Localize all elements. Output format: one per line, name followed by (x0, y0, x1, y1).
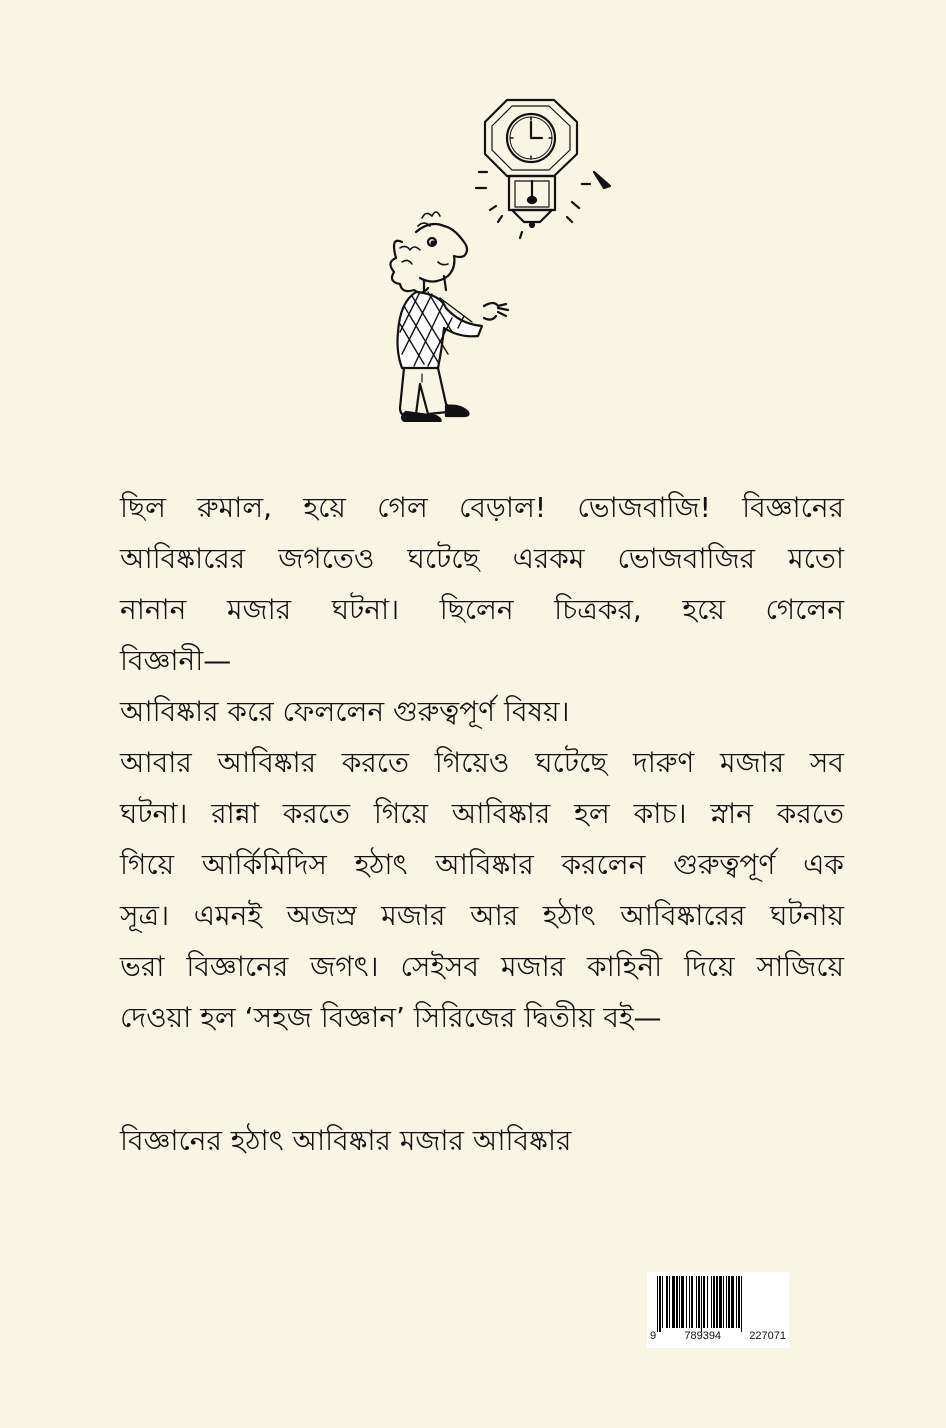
barcode-bar (662, 1276, 663, 1328)
blurb-line: আবার আবিষ্কার করতে গিয়েও ঘটেছে দারুণ মজার সব (120, 746, 844, 779)
blurb-line: সূত্র। এমনই অজস্র মজার আর হঠাৎ আবিষ্কারের ঘটনায় (120, 899, 844, 932)
blurb-line: বিজ্ঞানী— (120, 644, 232, 677)
barcode-bar (672, 1276, 675, 1328)
blurb-line: ঘটনা। রান্না করতে গিয়ে আবিষ্কার হল কাচ। স্নান করতে (120, 797, 844, 830)
wall-clock-icon (476, 100, 610, 238)
barcode-bar (719, 1276, 722, 1328)
barcode-bar (707, 1276, 708, 1328)
barcode-bar (711, 1276, 712, 1328)
barcode-bar (659, 1276, 661, 1332)
barcode-right-digits: 227071 (749, 1330, 786, 1342)
barcode-bar (669, 1276, 670, 1328)
barcode-digits (647, 1330, 789, 1342)
man-figure (390, 212, 508, 422)
man-looking-at-clock-illustration (372, 92, 622, 422)
blurb-line: ছিল রুমাল, হয়ে গেল বেড়াল! ভোজবাজি! বিজ্ঞানের (120, 491, 844, 524)
barcode-bars (647, 1272, 789, 1332)
barcode-bar (728, 1276, 730, 1328)
barcode-left-digits: 789394 (684, 1330, 722, 1342)
barcode-bar (681, 1276, 684, 1328)
blurb-line: নানান মজার ঘটনা। ছিলেন চিত্রকর, হয়ে গেলেন (120, 593, 844, 626)
isbn-barcode (647, 1272, 789, 1348)
barcode-bar (726, 1276, 727, 1328)
blurb-line: আবিষ্কার করে ফেললেন গুরুত্বপূর্ণ বিষয়। (120, 695, 570, 728)
barcode-bar (657, 1276, 658, 1332)
barcode-bar (691, 1276, 693, 1328)
blurb-line: আবিষ্কারের জগতেও ঘটেছে এরকম ভোজবাজির মতো (120, 542, 844, 575)
barcode-bar (689, 1276, 690, 1328)
barcode-bar (666, 1276, 668, 1328)
barcode-bar (723, 1276, 724, 1328)
barcode-bar (716, 1276, 718, 1328)
barcode-bar (741, 1276, 742, 1332)
blurb-line: ভরা বিজ্ঞানের জগৎ। সেইসব মজার কাহিনী দিয়ে সাজিয়ে (120, 950, 844, 983)
blurb-text (120, 482, 844, 1043)
barcode-bar (713, 1276, 715, 1328)
barcode-bar (738, 1276, 740, 1328)
barcode-bar (703, 1276, 705, 1328)
blurb-line: গিয়ে আর্কিমিদিস হঠাৎ আবিষ্কার করলেন গুরুত্বপূর্ণ এক (120, 848, 844, 881)
barcode-prefix-digit: 9 (650, 1330, 657, 1342)
barcode-bar (701, 1276, 702, 1332)
blurb-line: দেওয়া হল ‘সহজ বিজ্ঞান’ সিরিজের দ্বিতীয় বই— (120, 1001, 662, 1034)
barcode-bar (696, 1276, 697, 1328)
barcode-bar (679, 1276, 680, 1328)
book-title-tagline: বিজ্ঞানের হঠাৎ আবিষ্কার মজার আবিষ্কার (120, 1124, 572, 1157)
barcode-bar (686, 1276, 687, 1328)
barcode-bar (731, 1276, 734, 1328)
barcode-bar (736, 1276, 737, 1328)
barcode-bar (698, 1276, 700, 1328)
barcode-bar (676, 1276, 678, 1328)
